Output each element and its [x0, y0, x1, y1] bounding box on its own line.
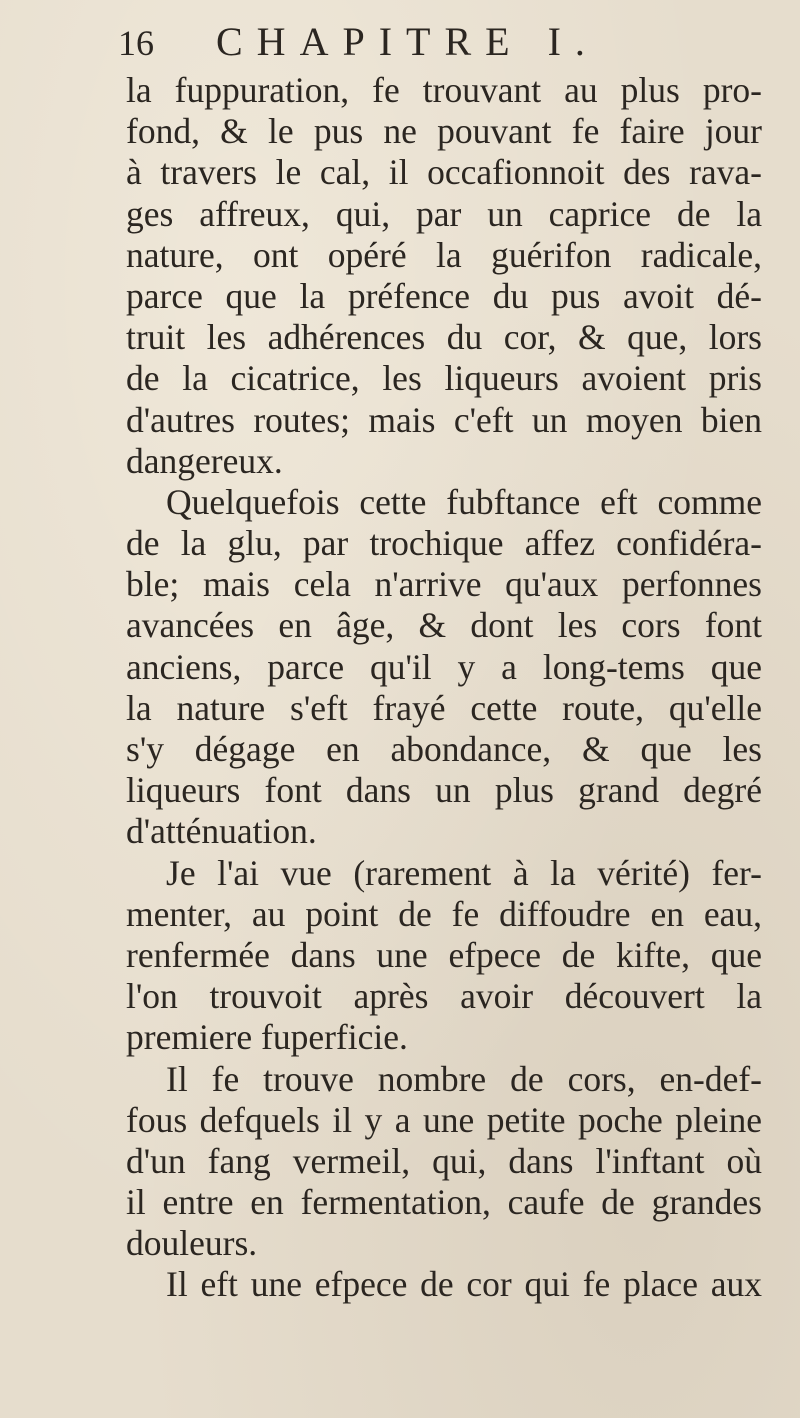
- text-line: l'on trouvoit après avoir découvert la: [126, 976, 762, 1017]
- text-line: s'y dégage en abondance, & que les: [126, 729, 762, 769]
- text-line: ges affreux, qui, par un caprice de la: [126, 193, 762, 234]
- running-head: [118, 12, 758, 72]
- paragraph-start-line: Il eft une efpece de cor qui fe place aux: [166, 1264, 762, 1305]
- text-line: nature, ont opéré la guérifon radicale,: [126, 234, 762, 275]
- text-line: d'autres routes; mais c'eft un moyen bien: [126, 399, 762, 440]
- text-line: ble; mais cela n'arrive qu'aux perfonnes: [126, 564, 762, 605]
- text-line: de la glu, par trochique affez confidéra-: [126, 523, 762, 564]
- text-line: truit les adhérences du cor, & que, lors: [126, 317, 762, 358]
- text-line: avancées en âge, & dont les cors font: [126, 605, 762, 646]
- page-number: 16: [118, 23, 154, 63]
- text-line: à travers le cal, il occafionnoit des rava-: [126, 152, 762, 193]
- text-line: anciens, parce qu'il y a long-tems que: [126, 646, 762, 687]
- text-line: parce que la préfence du pus avoit dé-: [126, 275, 762, 316]
- text-line: liqueurs font dans un plus grand degré: [126, 770, 762, 811]
- text-line: la fuppuration, fe trouvant au plus pro-: [126, 70, 762, 110]
- text-line: fond, & le pus ne pouvant fe faire jour: [126, 111, 762, 152]
- paragraph-end-line: premiere fuperficie.: [126, 1017, 408, 1058]
- paragraph-end-line: dangereux.: [126, 440, 283, 481]
- paragraph-start-line: Quelquefois cette fubftance eft comme: [166, 481, 762, 522]
- text-line: il entre en fermentation, caufe de grandes: [126, 1182, 762, 1223]
- paragraph-end-line: d'atténuation.: [126, 811, 317, 852]
- text-line: d'un fang vermeil, qui, dans l'inftant où: [126, 1140, 762, 1181]
- chapter-heading: CHAPITRE I.: [216, 19, 599, 64]
- text-line: menter, au point de fe diffoudre en eau,: [126, 893, 762, 934]
- paragraph-start-line: Je l'ai vue (rarement à la vérité) fer-: [166, 852, 762, 893]
- text-line: la nature s'eft frayé cette route, qu'elle: [126, 687, 762, 728]
- text-line: fous defquels il y a une petite poche pleine: [126, 1099, 762, 1140]
- paragraph-start-line: Il fe trouve nombre de cors, en-def-: [166, 1058, 762, 1099]
- text-line: de la cicatrice, les liqueurs avoient pris: [126, 358, 762, 399]
- paragraph-end-line: douleurs.: [126, 1223, 258, 1264]
- body-text: [126, 70, 762, 1306]
- text-line: renfermée dans une efpece de kifte, que: [126, 934, 762, 975]
